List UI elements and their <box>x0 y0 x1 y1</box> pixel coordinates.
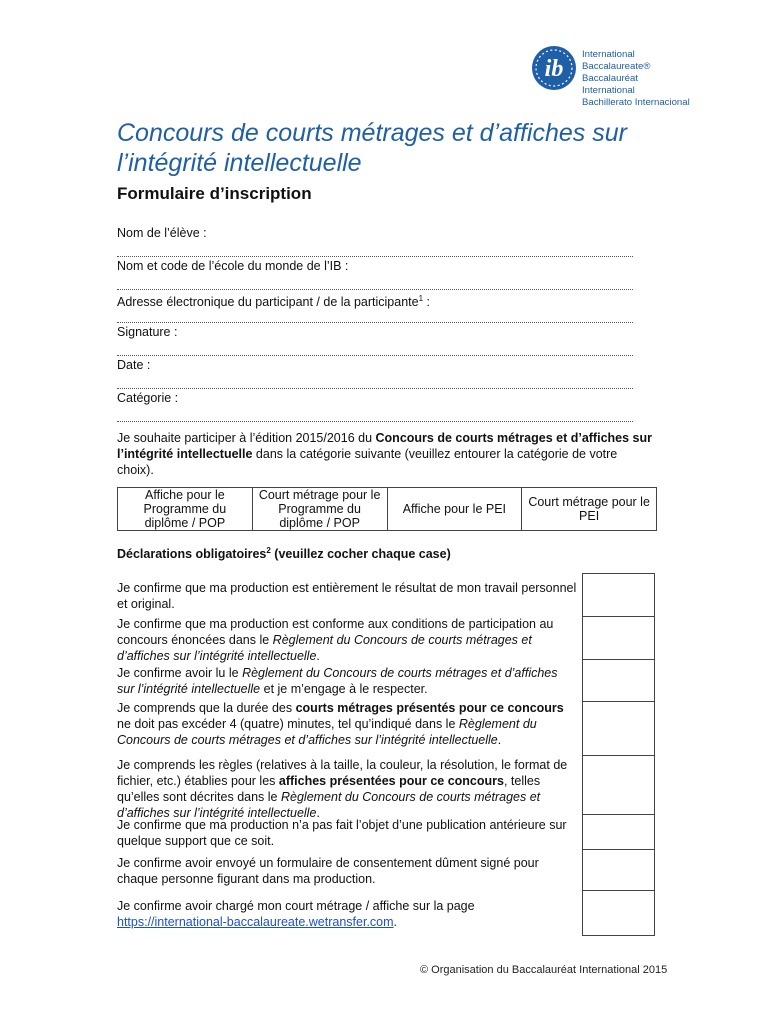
rules-title: Règlement du Concours de courts métrages et d’affiches sur l’intégrité intellectuelle <box>117 633 532 663</box>
svg-text:ib: ib <box>544 56 564 82</box>
field-label-suffix: : <box>423 295 430 310</box>
logo-line-fr: Baccalauréat International <box>582 73 638 96</box>
copyright-footer: © Organisation du Baccalauréat International 2015 <box>420 964 668 976</box>
ib-logo <box>530 44 690 108</box>
declaration-text: Je confirme que ma production est entièrement le résultat de mon travail personnel et original. <box>117 581 577 611</box>
declaration-text: Je confirme avoir chargé mon court métrage / affiche sur la page <box>117 899 475 913</box>
field-dotted-line[interactable] <box>117 374 633 389</box>
declaration-checkbox-5[interactable] <box>582 755 655 815</box>
declaration-bold: courts métrages présentés pour ce concours <box>295 701 564 715</box>
logo-line-en: International Baccalaureate® <box>582 49 651 72</box>
field-label: Adresse électronique du participant / de la participante <box>117 295 419 310</box>
declaration-checkbox-3[interactable] <box>582 659 655 702</box>
rules-title: Règlement du Concours de courts métrages et d’affiches sur l’intégrité intellectuelle <box>117 790 541 820</box>
wetransfer-link[interactable]: https://international-baccalaureate.wetransfer.com <box>117 915 394 929</box>
declaration-text: Je comprends que la durée des <box>117 701 296 715</box>
form-subtitle: Formulaire d’inscription <box>117 184 312 203</box>
field-label: Signature : <box>117 325 178 339</box>
field-signature <box>117 323 633 356</box>
declaration-text: . <box>316 806 320 820</box>
page-title: Concours de courts métrages et d’affiches sur l’intégrité intellectuelle <box>117 119 627 177</box>
field-label: Nom et code de l’école du monde de l’IB : <box>117 259 349 273</box>
field-label: Date : <box>117 358 151 372</box>
field-date <box>117 356 633 389</box>
category-table <box>117 487 657 531</box>
ib-logo-icon <box>530 44 578 92</box>
intro-text-2: dans la catégorie suivante (veuillez entourer la catégorie de votre choix). <box>117 447 618 477</box>
intro-paragraph <box>117 430 657 478</box>
declaration-3 <box>117 665 577 697</box>
declaration-checkbox-2[interactable] <box>582 616 655 660</box>
footnote-ref: 1 <box>418 294 424 303</box>
field-dotted-line[interactable] <box>117 308 633 323</box>
logo-text <box>582 49 690 109</box>
declaration-text: ne doit pas excéder 4 (quatre) minutes, tel qu’indiqué dans le <box>117 717 459 731</box>
declaration-5 <box>117 757 577 821</box>
declaration-4 <box>117 700 577 748</box>
field-student-name <box>117 224 633 257</box>
declaration-checkbox-4[interactable] <box>582 701 655 756</box>
declaration-checkbox-7[interactable] <box>582 849 655 891</box>
declaration-8 <box>117 898 577 930</box>
declarations-title-suffix: (veuillez cocher chaque case) <box>270 547 451 562</box>
declaration-7 <box>117 855 577 887</box>
field-dotted-line[interactable] <box>117 275 633 290</box>
declaration-checkbox-6[interactable] <box>582 814 655 850</box>
declaration-6 <box>117 817 577 849</box>
declaration-text: . <box>497 733 502 747</box>
declaration-text: Je comprends les règles (relatives à la taille, la couleur, la résolution, le format de fichier, etc.) établies pour les <box>117 758 568 788</box>
logo-line-es: Bachillerato Internacional <box>582 97 690 108</box>
declarations-title <box>117 546 451 561</box>
declaration-checkbox-8[interactable] <box>582 890 655 936</box>
field-email <box>117 290 633 323</box>
rules-title: Règlement du Concours de courts métrages et d’affiches sur l’intégrité intellectuelle <box>117 666 558 696</box>
table-row <box>118 488 657 531</box>
field-dotted-line[interactable] <box>117 242 633 257</box>
rules-title: Règlement du Concours de courts métrages et d’affiches sur l’intégrité intellectuelle <box>117 717 537 747</box>
declaration-text: Je confirme que ma production est conforme aux conditions de participation au concours énoncées dans le <box>117 617 554 647</box>
declaration-text: , telles qu’elles sont décrites dans le <box>117 774 541 804</box>
footnote-ref: 2 <box>266 546 271 555</box>
declaration-text: et je m’engage à le respecter. <box>260 682 428 696</box>
field-dotted-line[interactable] <box>117 407 633 422</box>
declaration-text: . <box>393 915 398 929</box>
declaration-text: Je confirme que ma production n’a pas fait l’objet d’une publication antérieure sur quelque support que ce soit. <box>117 818 567 848</box>
declaration-bold: affiches présentées pour ce concours <box>278 774 504 788</box>
registration-fields <box>117 224 633 422</box>
declaration-1 <box>117 580 577 612</box>
category-myp-poster[interactable]: Affiche pour le PEI <box>387 488 522 531</box>
field-label: Catégorie : <box>117 391 179 405</box>
intro-bold: Concours de courts métrages et d’affiches sur l’intégrité intellectuelle <box>117 431 652 461</box>
field-school <box>117 257 633 290</box>
declaration-text: . <box>316 649 320 663</box>
declaration-text: Je confirme avoir envoyé un formulaire de consentement dûment signé pour chaque personne figurant dans ma production. <box>117 856 539 886</box>
field-category <box>117 389 633 422</box>
declaration-2 <box>117 616 577 664</box>
field-dotted-line[interactable] <box>117 341 633 356</box>
intro-text: Je souhaite participer à l’édition 2015/2016 du <box>117 431 376 445</box>
category-dp-poster[interactable]: Affiche pour le Programme du diplôme / POP <box>118 488 253 531</box>
field-label: Nom de l’élève : <box>117 226 207 240</box>
declaration-text: Je confirme avoir lu le <box>117 666 243 680</box>
category-myp-film[interactable]: Court métrage pour le PEI <box>522 488 657 531</box>
declarations-title-text: Déclarations obligatoires <box>117 547 267 562</box>
declaration-checkbox-1[interactable] <box>582 573 655 617</box>
field-label-wrap <box>117 290 633 308</box>
category-dp-film[interactable]: Court métrage pour le Programme du diplôme / POP <box>252 488 387 531</box>
